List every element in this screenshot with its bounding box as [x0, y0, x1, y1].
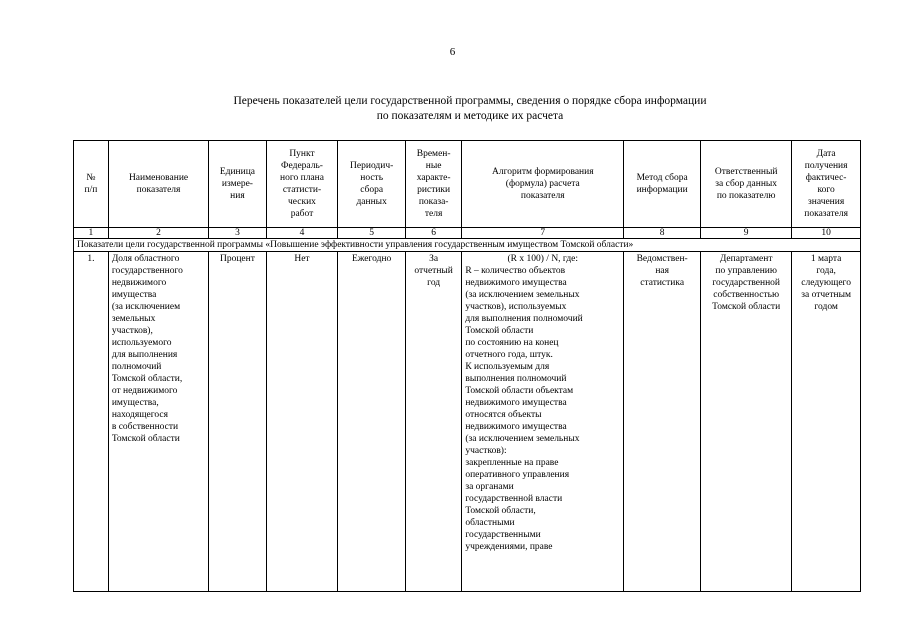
text-line: Периодич- [350, 161, 394, 171]
header-cell [624, 141, 701, 228]
column-number: 1 [74, 228, 109, 239]
text-line: государственной власти [465, 494, 563, 504]
text-line: для выполнения [111, 350, 178, 360]
text-line: показателя [804, 209, 848, 219]
periodicity-cell: Ежегодно [338, 252, 406, 592]
text-line: используемого [111, 338, 172, 348]
text-line: отчетного года, штук. [465, 350, 553, 360]
text-line: учреждениями, праве [465, 542, 553, 552]
text-line: отчетный [414, 266, 453, 276]
column-number: 6 [405, 228, 461, 239]
row-number: 1. [74, 252, 109, 592]
text-line: данных [356, 197, 387, 207]
section-title: Показатели цели государственной программы «Повышение эффективности управления государственным имуществом Томской области» [74, 239, 861, 252]
text-line: для выполнения полномочий [465, 314, 583, 324]
header-row [74, 141, 861, 228]
page-number: 6 [449, 46, 456, 58]
header-cell [462, 141, 624, 228]
time-characteristics-cell [405, 252, 461, 592]
text-line: года, [816, 266, 836, 276]
text-line: 1 марта [810, 254, 842, 264]
text-line: собственностью [713, 290, 780, 300]
text-line: Томской области [712, 302, 781, 312]
text-line: (R x 100) / N, где: [507, 254, 579, 264]
text-line: ния [230, 191, 245, 201]
text-line: в собственности [111, 422, 179, 432]
text-line: ные [425, 161, 442, 171]
responsible-cell [701, 252, 792, 592]
text-line: недвижимого имущества [465, 422, 567, 432]
text-line: (за исключением земельных [465, 290, 580, 300]
text-line: Алгоритм формирования [491, 167, 594, 177]
text-line: Пункт [289, 149, 315, 159]
column-number: 5 [338, 228, 406, 239]
text-line: следующего [801, 278, 851, 288]
text-line: ного плана [280, 173, 324, 183]
text-line: земельных [111, 314, 156, 324]
header-cell [792, 141, 861, 228]
indicators-table [73, 140, 861, 592]
text-line: фактичес- [805, 173, 847, 183]
text-line: № [86, 173, 96, 183]
text-line: получения [804, 161, 848, 171]
text-line: имущества, [111, 398, 159, 408]
text-line: Томской области [465, 326, 534, 336]
header-cell [209, 141, 266, 228]
text-line: Доля областного [111, 254, 180, 264]
text-line: Наименование [128, 173, 189, 183]
text-line: Метод сбора [636, 173, 688, 183]
table-row [74, 252, 861, 592]
text-line: Единица [219, 167, 256, 177]
text-line: статисти- [282, 185, 322, 195]
text-line: выполнения полномочий [465, 374, 567, 384]
column-number: 9 [701, 228, 792, 239]
text-line: Департамент [719, 254, 773, 264]
text-line: по показателю [716, 191, 776, 201]
text-line: областными [465, 518, 515, 528]
text-line: теля [424, 209, 443, 219]
text-line: за органами [465, 482, 514, 492]
text-line: Ответственный [714, 167, 778, 177]
text-line: Ведомствен- [636, 254, 688, 264]
text-line: от недвижимого [111, 386, 178, 396]
title-line-1: Перечень показателей цели государственной программы, сведения о порядке сбора информации [233, 95, 707, 107]
column-number: 4 [266, 228, 338, 239]
text-line: недвижимого имущества [465, 278, 567, 288]
text-line: значения [808, 197, 845, 207]
header-cell [266, 141, 338, 228]
unit-cell: Процент [209, 252, 266, 592]
document-title [60, 94, 880, 124]
federal-plan-cell: Нет [266, 252, 338, 592]
column-number: 7 [462, 228, 624, 239]
text-line: недвижимого [111, 278, 167, 288]
text-line: Томской области, [465, 506, 536, 516]
header-cell [405, 141, 461, 228]
text-line: по состоянию на конец [465, 338, 559, 348]
text-line: оперативного управления [465, 470, 570, 480]
text-line: показателя [136, 185, 181, 195]
text-line: участков), используемых [465, 302, 567, 312]
indicator-name [108, 252, 208, 592]
text-line: (за исключением земельных [465, 434, 580, 444]
text-line: ческих [288, 197, 316, 207]
title-line-2: по показателям и методике их расчета [376, 110, 564, 122]
text-line: участков), [111, 326, 153, 336]
header-cell [108, 141, 208, 228]
method-cell [624, 252, 701, 592]
text-line: государственными [465, 530, 541, 540]
text-line: измере- [221, 179, 253, 189]
text-line: (формула) расчета [505, 179, 580, 189]
column-number: 3 [209, 228, 266, 239]
text-line: за сбор данных [715, 179, 778, 189]
column-number: 10 [792, 228, 861, 239]
text-line: работ [290, 209, 314, 219]
text-line: кого [817, 185, 835, 195]
text-line: характе- [416, 173, 451, 183]
text-line: относятся объекты [465, 410, 542, 420]
text-line: год [427, 278, 441, 288]
text-line: показателя [520, 191, 565, 201]
text-line: статистика [640, 278, 685, 288]
text-line: ная [655, 266, 669, 276]
text-line: государственной [712, 278, 781, 288]
text-line: Томской области, [111, 374, 183, 384]
text-line: имущества [111, 290, 157, 300]
text-line: Времен- [416, 149, 451, 159]
text-line: участков): [465, 446, 507, 456]
date-cell [792, 252, 861, 592]
text-line: (за исключением [111, 302, 181, 312]
text-line: ристики [417, 185, 451, 195]
text-line: недвижимого имущества [465, 398, 567, 408]
text-line: полномочий [111, 362, 162, 372]
text-line: за отчетным [801, 290, 851, 300]
text-line: Томской области [111, 434, 180, 444]
column-number: 2 [108, 228, 208, 239]
text-line: Томской области объектам [465, 386, 574, 396]
text-line: Федераль- [281, 161, 323, 171]
text-line: К используемым для [465, 362, 550, 372]
algorithm-cell [462, 252, 624, 592]
text-line: сбора [360, 185, 384, 195]
text-line: показа- [418, 197, 449, 207]
text-line: по управлению [715, 266, 777, 276]
text-line: государственного [111, 266, 183, 276]
column-number: 8 [624, 228, 701, 239]
text-line: За [429, 254, 439, 264]
column-number-row [74, 228, 861, 239]
text-line: R – количество объектов [465, 266, 566, 276]
header-cell [338, 141, 406, 228]
text-line: информации [636, 185, 688, 195]
header-cell [74, 141, 109, 228]
header-cell [701, 141, 792, 228]
text-line: годом [814, 302, 838, 312]
section-row [74, 239, 861, 252]
text-line: Дата [816, 149, 836, 159]
text-line: п/п [84, 185, 98, 195]
text-line: закрепленные на праве [465, 458, 559, 468]
text-line: находящегося [111, 410, 168, 420]
text-line: ность [360, 173, 384, 183]
